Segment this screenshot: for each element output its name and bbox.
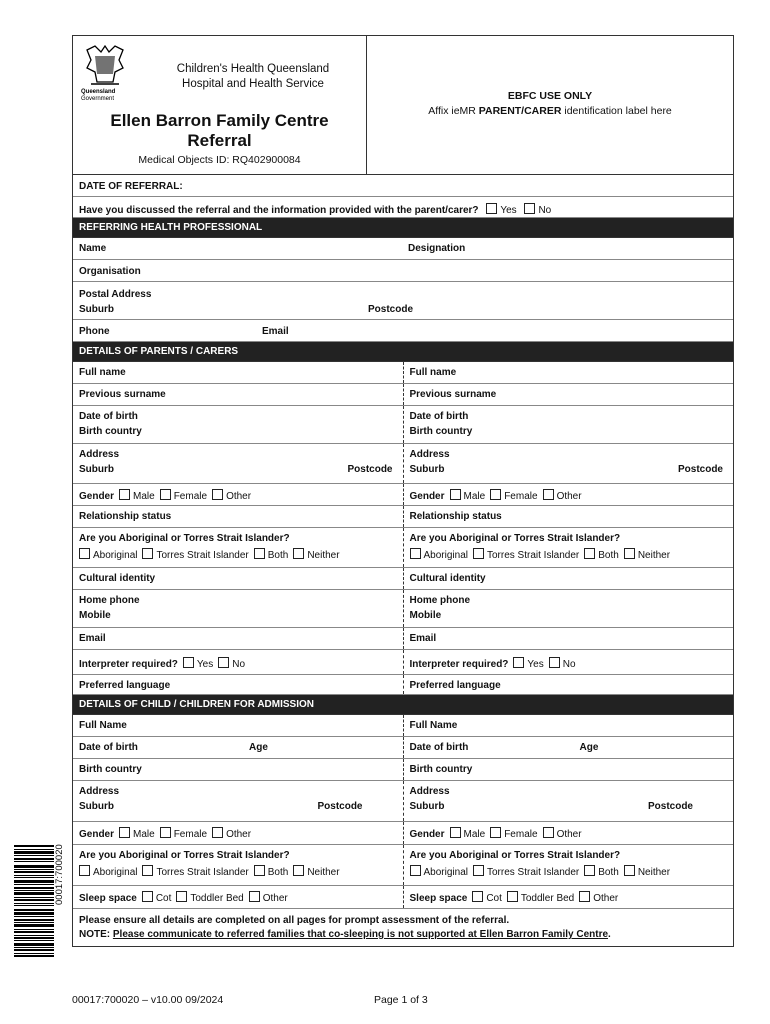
child1-male-label: Male bbox=[133, 829, 155, 840]
child1-col bbox=[73, 886, 404, 908]
parent1-col bbox=[73, 406, 404, 443]
parent2-interpreter-line bbox=[410, 657, 576, 670]
child2-col bbox=[404, 715, 734, 736]
phone-email-row[interactable] bbox=[73, 320, 733, 342]
organisation-name bbox=[143, 62, 363, 92]
child2-male-label: Male bbox=[463, 829, 486, 840]
child2-sleep-other-checkbox[interactable] bbox=[579, 891, 590, 902]
parent1-both-checkbox[interactable] bbox=[254, 548, 265, 559]
referral-form bbox=[72, 35, 734, 947]
parent1-mobile-label: Mobile bbox=[79, 610, 111, 621]
child1-male-checkbox[interactable] bbox=[119, 827, 130, 838]
parent2-birth-country-label: Birth country bbox=[409, 426, 473, 437]
note-text: Please communicate to referred families that co-sleeping is not supported at Ellen Barron Family Centre bbox=[112, 929, 609, 940]
child2-toddler-bed-label: Toddler Bed bbox=[520, 893, 575, 904]
title-line-2: Referral bbox=[187, 131, 252, 150]
parent2-col bbox=[404, 590, 734, 627]
parent2-col bbox=[404, 506, 734, 527]
parent-address-row[interactable] bbox=[73, 444, 733, 484]
child1-address-label: Address bbox=[79, 786, 120, 797]
parent2-col bbox=[404, 484, 734, 505]
parent2-col bbox=[404, 528, 734, 567]
parent1-interpreter-yes-checkbox[interactable] bbox=[183, 657, 194, 668]
parent1-female-label: Female bbox=[173, 491, 208, 502]
discussed-yes-checkbox[interactable] bbox=[486, 203, 497, 214]
child-atsi-row bbox=[73, 845, 733, 886]
title-line-1: Ellen Barron Family Centre bbox=[110, 111, 329, 130]
header-left bbox=[73, 36, 367, 174]
child2-dob-label: Date of birth bbox=[409, 742, 469, 753]
parent1-email-label: Email bbox=[79, 633, 106, 644]
child2-neither-label: Neither bbox=[637, 867, 671, 878]
ebfc-use-only: EBFC USE ONLY bbox=[507, 90, 593, 102]
date-of-referral-label: DATE OF REFERRAL: bbox=[79, 181, 183, 192]
child1-suburb-label: Suburb bbox=[79, 801, 114, 812]
parent1-both-label: Both bbox=[267, 550, 289, 561]
parent1-col bbox=[73, 528, 404, 567]
parent2-tsi-label: Torres Strait Islander bbox=[486, 550, 580, 561]
discussed-line bbox=[79, 203, 551, 216]
page-number: Page 1 of 3 bbox=[374, 994, 428, 1006]
child1-both-label: Both bbox=[267, 867, 289, 878]
parent1-cultural-label: Cultural identity bbox=[79, 573, 156, 584]
child2-sleep-label: Sleep space bbox=[409, 893, 468, 904]
parent2-female-label: Female bbox=[504, 491, 538, 502]
parent2-interpreter-yes-label: Yes bbox=[527, 659, 544, 670]
barcode-number: 00017:700020 bbox=[54, 844, 65, 905]
child1-other-label: Other bbox=[226, 829, 252, 840]
child2-atsi-options bbox=[405, 865, 671, 878]
notice-line-1: Please ensure all details are completed on all pages for prompt assessment of the referral. bbox=[79, 915, 510, 926]
parent2-interpreter-yes-checkbox[interactable] bbox=[513, 657, 524, 668]
child2-tsi-checkbox[interactable] bbox=[473, 865, 484, 876]
logo-text-government: Government bbox=[81, 96, 115, 102]
parent2-female-checkbox[interactable] bbox=[490, 489, 501, 500]
barcode bbox=[14, 845, 54, 991]
parent2-atsi-options bbox=[405, 548, 671, 561]
parent2-aboriginal-label: Aboriginal bbox=[423, 550, 468, 561]
parent1-aboriginal-label: Aboriginal bbox=[93, 550, 138, 561]
parent2-dob-label: Date of birth bbox=[409, 411, 469, 422]
ref-designation-label: Designation bbox=[408, 243, 466, 254]
parent1-interpreter-no-label: No bbox=[232, 659, 246, 670]
child1-col bbox=[73, 845, 404, 885]
child2-toddler-bed-checkbox[interactable] bbox=[507, 891, 518, 902]
ref-postcode-label: Postcode bbox=[368, 304, 414, 315]
parent1-postcode-label: Postcode bbox=[347, 464, 393, 475]
parent-email-row[interactable] bbox=[73, 628, 733, 650]
child-birth-country-row[interactable] bbox=[73, 759, 733, 781]
child2-sleep-other-label: Other bbox=[593, 893, 619, 904]
parent-dob-country-row[interactable] bbox=[73, 406, 733, 444]
parent1-interpreter-yes-label: Yes bbox=[196, 659, 214, 670]
child2-female-checkbox[interactable] bbox=[490, 827, 501, 838]
parent1-interpreter-line bbox=[79, 657, 245, 670]
parent1-dob-label: Date of birth bbox=[79, 411, 138, 422]
child1-sleep-other-label: Other bbox=[262, 893, 288, 904]
date-of-referral-row[interactable] bbox=[73, 175, 733, 197]
parent1-address-label: Address bbox=[79, 449, 120, 460]
parent1-tsi-checkbox[interactable] bbox=[142, 548, 153, 559]
child2-both-checkbox[interactable] bbox=[584, 865, 595, 876]
org-line-1: Children's Health Queensland bbox=[176, 63, 330, 75]
parent1-col bbox=[73, 650, 404, 674]
section-children: DETAILS OF CHILD / CHILDREN FOR ADMISSION bbox=[73, 695, 733, 715]
parent1-interpreter-no-checkbox[interactable] bbox=[218, 657, 229, 668]
child2-cot-label: Cot bbox=[486, 893, 502, 904]
parent1-col bbox=[73, 362, 404, 383]
parent2-male-checkbox[interactable] bbox=[450, 489, 461, 500]
parent1-birth-country-label: Birth country bbox=[79, 426, 142, 437]
child2-col bbox=[404, 822, 734, 844]
parent1-col bbox=[73, 568, 404, 589]
discussed-question: Have you discussed the referral and the information provided with the parent/carer? bbox=[79, 205, 479, 216]
parent1-gender-line bbox=[79, 489, 251, 502]
parent2-gender-line bbox=[410, 489, 582, 502]
parent2-col bbox=[404, 384, 734, 405]
child2-cot-checkbox[interactable] bbox=[472, 891, 483, 902]
postal-address-row[interactable] bbox=[73, 282, 733, 320]
child1-toddler-bed-label: Toddler Bed bbox=[190, 893, 244, 904]
child2-col bbox=[404, 886, 734, 908]
parent1-interpreter-label: Interpreter required? bbox=[79, 659, 178, 670]
discussed-no-label: No bbox=[538, 205, 552, 216]
parent-previous-surname-row[interactable] bbox=[73, 384, 733, 406]
parent1-male-checkbox[interactable] bbox=[119, 489, 130, 500]
parent2-col bbox=[404, 568, 734, 589]
child1-neither-checkbox[interactable] bbox=[293, 865, 304, 876]
child1-age-label: Age bbox=[249, 742, 268, 753]
child1-aboriginal-label: Aboriginal bbox=[93, 867, 138, 878]
child2-both-label: Both bbox=[598, 867, 619, 878]
child2-gender-line bbox=[410, 827, 582, 840]
parent2-male-label: Male bbox=[463, 491, 486, 502]
parent-interpreter-row bbox=[73, 650, 733, 675]
note-label: NOTE: bbox=[79, 929, 113, 940]
parent-atsi-row bbox=[73, 528, 733, 568]
parent1-home-phone-label: Home phone bbox=[79, 595, 140, 606]
parent2-gender-label: Gender bbox=[409, 491, 445, 502]
parent1-other-label: Other bbox=[226, 491, 252, 502]
parent2-address-label: Address bbox=[409, 449, 450, 460]
parent1-atsi-options bbox=[74, 548, 340, 561]
child2-neither-checkbox[interactable] bbox=[624, 865, 635, 876]
parent2-both-checkbox[interactable] bbox=[584, 548, 595, 559]
parent1-male-label: Male bbox=[133, 491, 155, 502]
affix-instruction bbox=[367, 105, 733, 117]
parent1-col bbox=[73, 628, 404, 649]
child1-col bbox=[73, 781, 404, 821]
form-title bbox=[73, 111, 366, 151]
child2-age-label: Age bbox=[579, 742, 599, 753]
parent2-both-label: Both bbox=[598, 550, 619, 561]
parent2-previous-surname-label: Previous surname bbox=[409, 389, 497, 400]
parent1-female-checkbox[interactable] bbox=[160, 489, 171, 500]
parent1-suburb-label: Suburb bbox=[79, 464, 114, 475]
parent2-postcode-label: Postcode bbox=[677, 464, 723, 475]
logo-text-queensland: Queensland bbox=[81, 89, 116, 95]
queensland-crest-icon bbox=[79, 42, 131, 102]
parent1-col bbox=[73, 484, 404, 505]
child1-tsi-checkbox[interactable] bbox=[142, 865, 153, 876]
child1-gender-label: Gender bbox=[79, 829, 115, 840]
child2-gender-label: Gender bbox=[409, 829, 445, 840]
child-sleep-row bbox=[73, 886, 733, 909]
child2-other-label: Other bbox=[556, 829, 582, 840]
affix-post: identification label here bbox=[561, 105, 672, 117]
parent1-tsi-label: Torres Strait Islander bbox=[156, 550, 249, 561]
child2-male-checkbox[interactable] bbox=[450, 827, 461, 838]
child2-suburb-label: Suburb bbox=[409, 801, 445, 812]
organisation-row[interactable] bbox=[73, 260, 733, 282]
org-line-2: Hospital and Health Service bbox=[182, 78, 324, 90]
child1-tsi-label: Torres Strait Islander bbox=[156, 867, 249, 878]
child2-col bbox=[404, 781, 734, 821]
name-designation-row[interactable] bbox=[73, 238, 733, 260]
parent2-other-label: Other bbox=[556, 491, 582, 502]
parent1-relationship-label: Relationship status bbox=[79, 511, 172, 522]
parent1-other-checkbox[interactable] bbox=[212, 489, 223, 500]
discussed-no-checkbox[interactable] bbox=[524, 203, 535, 214]
child1-col bbox=[73, 737, 404, 758]
child2-postcode-label: Postcode bbox=[647, 801, 693, 812]
form-header bbox=[73, 36, 733, 175]
affix-bold: PARENT/CARER bbox=[478, 105, 562, 117]
child1-cot-label: Cot bbox=[155, 893, 172, 904]
parent1-previous-surname-label: Previous surname bbox=[79, 389, 166, 400]
child2-atsi-question: Are you Aboriginal or Torres Strait Islander? bbox=[409, 850, 621, 861]
child-gender-row bbox=[73, 822, 733, 845]
child2-birth-country-label: Birth country bbox=[409, 764, 473, 775]
parent1-neither-checkbox[interactable] bbox=[293, 548, 304, 559]
parent-language-row[interactable] bbox=[73, 675, 733, 695]
parent-cultural-row[interactable] bbox=[73, 568, 733, 590]
parent-full-name-row[interactable] bbox=[73, 362, 733, 384]
parent2-interpreter-no-checkbox[interactable] bbox=[549, 657, 560, 668]
child1-atsi-question: Are you Aboriginal or Torres Strait Islander? bbox=[79, 850, 290, 861]
child2-full-name-label: Full Name bbox=[409, 720, 458, 731]
child-full-name-row[interactable] bbox=[73, 715, 733, 737]
child1-col bbox=[73, 822, 404, 844]
child-dob-row[interactable] bbox=[73, 737, 733, 759]
parent2-email-label: Email bbox=[409, 633, 437, 644]
child1-gender-line bbox=[79, 827, 251, 840]
discussed-yes-label: Yes bbox=[500, 205, 517, 216]
child1-birth-country-label: Birth country bbox=[79, 764, 142, 775]
child2-col bbox=[404, 737, 734, 758]
child1-cot-checkbox[interactable] bbox=[142, 891, 153, 902]
child2-address-label: Address bbox=[409, 786, 450, 797]
child1-dob-label: Date of birth bbox=[79, 742, 138, 753]
child1-sleep-other-checkbox[interactable] bbox=[249, 891, 260, 902]
notice-row bbox=[73, 909, 733, 946]
parent2-aboriginal-checkbox[interactable] bbox=[410, 548, 421, 559]
note-period: . bbox=[608, 929, 611, 940]
version-footer: 00017:700020 – v10.00 09/2024 bbox=[72, 994, 224, 1006]
child1-col bbox=[73, 759, 404, 780]
parent-relationship-row[interactable] bbox=[73, 506, 733, 528]
parent2-col bbox=[404, 675, 734, 694]
section-referring-professional: REFERRING HEALTH PROFESSIONAL bbox=[73, 218, 733, 238]
affix-pre: Affix ieMR bbox=[428, 105, 479, 117]
parent2-tsi-checkbox[interactable] bbox=[473, 548, 484, 559]
child1-sleep-line bbox=[79, 891, 288, 904]
parent1-col bbox=[73, 444, 404, 483]
child1-other-checkbox[interactable] bbox=[212, 827, 223, 838]
child-address-row[interactable] bbox=[73, 781, 733, 822]
notice-line-2 bbox=[79, 929, 611, 940]
child1-atsi-options bbox=[74, 865, 340, 878]
ref-phone-label: Phone bbox=[79, 326, 110, 337]
ref-email-label: Email bbox=[262, 326, 289, 337]
child1-col bbox=[73, 715, 404, 736]
parent2-col bbox=[404, 406, 734, 443]
parent-gender-row bbox=[73, 484, 733, 506]
parent2-cultural-label: Cultural identity bbox=[409, 573, 486, 584]
parent2-suburb-label: Suburb bbox=[409, 464, 445, 475]
parent1-gender-label: Gender bbox=[79, 491, 115, 502]
child2-sleep-line bbox=[410, 891, 619, 904]
id-label-area bbox=[367, 36, 733, 174]
ref-suburb-label: Suburb bbox=[79, 304, 114, 315]
child1-aboriginal-checkbox[interactable] bbox=[79, 865, 90, 876]
parent2-atsi-question: Are you Aboriginal or Torres Strait Islander? bbox=[409, 533, 621, 544]
discussed-row bbox=[73, 197, 733, 218]
child1-both-checkbox[interactable] bbox=[254, 865, 265, 876]
child1-female-checkbox[interactable] bbox=[160, 827, 171, 838]
child2-aboriginal-checkbox[interactable] bbox=[410, 865, 421, 876]
child2-col bbox=[404, 759, 734, 780]
parent2-mobile-label: Mobile bbox=[409, 610, 442, 621]
child2-other-checkbox[interactable] bbox=[543, 827, 554, 838]
child2-tsi-label: Torres Strait Islander bbox=[486, 867, 580, 878]
parent2-col bbox=[404, 628, 734, 649]
child1-sleep-label: Sleep space bbox=[79, 893, 137, 904]
section-parents-carers: DETAILS OF PARENTS / CARERS bbox=[73, 342, 733, 362]
parent1-col bbox=[73, 384, 404, 405]
parent1-full-name-label: Full name bbox=[79, 367, 126, 378]
parent2-col bbox=[404, 650, 734, 674]
child1-full-name-label: Full Name bbox=[79, 720, 127, 731]
parent2-interpreter-label: Interpreter required? bbox=[409, 659, 509, 670]
child1-female-label: Female bbox=[173, 829, 208, 840]
child2-female-label: Female bbox=[504, 829, 538, 840]
parent2-full-name-label: Full name bbox=[409, 367, 457, 378]
child2-aboriginal-label: Aboriginal bbox=[423, 867, 468, 878]
parent2-language-label: Preferred language bbox=[409, 680, 501, 691]
parent2-neither-label: Neither bbox=[637, 550, 671, 561]
ref-name-label: Name bbox=[79, 243, 107, 254]
ref-postal-address-label: Postal Address bbox=[79, 289, 152, 300]
parent1-aboriginal-checkbox[interactable] bbox=[79, 548, 90, 559]
medical-objects-id: Medical Objects ID: RQ402900084 bbox=[138, 154, 301, 166]
parent2-col bbox=[404, 444, 734, 483]
child1-postcode-label: Postcode bbox=[317, 801, 363, 812]
parent1-atsi-question: Are you Aboriginal or Torres Strait Islander? bbox=[79, 533, 290, 544]
child2-col bbox=[404, 845, 734, 885]
parent2-interpreter-no-label: No bbox=[562, 659, 576, 670]
child1-neither-label: Neither bbox=[307, 867, 340, 878]
parent2-neither-checkbox[interactable] bbox=[624, 548, 635, 559]
child1-toddler-bed-checkbox[interactable] bbox=[176, 891, 187, 902]
parent-phone-row[interactable] bbox=[73, 590, 733, 628]
parent1-language-label: Preferred language bbox=[79, 680, 171, 691]
parent1-col bbox=[73, 675, 404, 694]
parent2-col bbox=[404, 362, 734, 383]
ref-organisation-label: Organisation bbox=[79, 266, 141, 277]
parent1-col bbox=[73, 506, 404, 527]
parent1-col bbox=[73, 590, 404, 627]
parent2-relationship-label: Relationship status bbox=[409, 511, 502, 522]
parent1-neither-label: Neither bbox=[307, 550, 340, 561]
parent2-home-phone-label: Home phone bbox=[409, 595, 471, 606]
parent2-other-checkbox[interactable] bbox=[543, 489, 554, 500]
